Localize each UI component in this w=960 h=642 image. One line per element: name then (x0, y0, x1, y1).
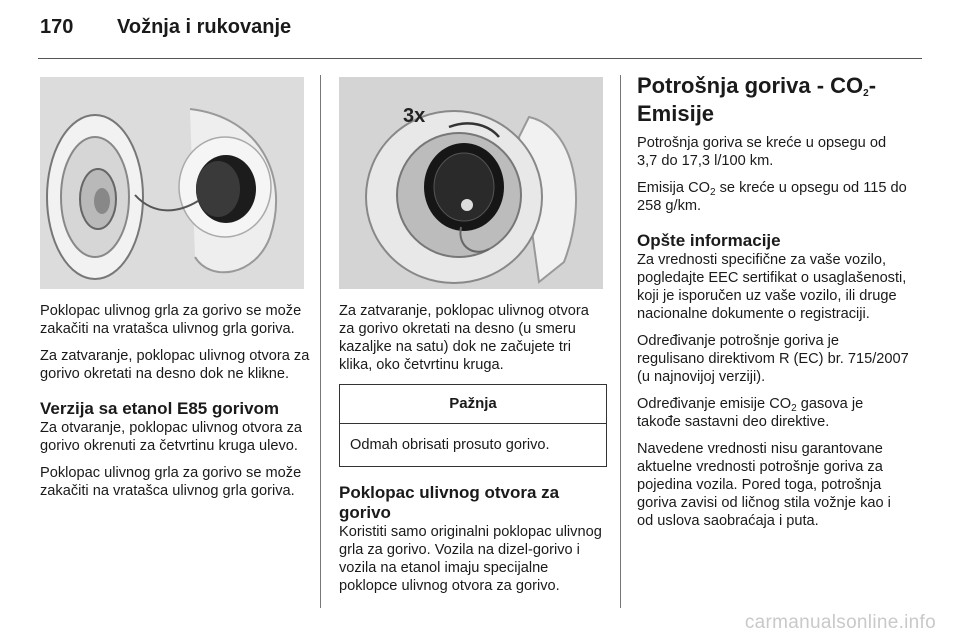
section-title-co2 (637, 72, 909, 128)
section-heading-general-info: Opšte informacije (637, 231, 781, 250)
text-part: Određivanje emisije CO (637, 396, 792, 412)
title-subscript: 2 (863, 88, 869, 99)
column-divider-right (620, 75, 621, 608)
page-number: 170 (40, 16, 74, 38)
text-part: se kreće u opsegu od 115 do 258 g/km. (637, 180, 907, 214)
fuel-cap-photo (40, 77, 304, 289)
paragraph: Poklopac ulivnog grla za gorivo se može zakačiti na vratašca ulivnog grla goriva. (40, 303, 302, 337)
section-heading-fuel-cap: Poklopac ulivnog otvora za gorivo (339, 483, 560, 522)
section-heading-e85: Verzija sa etanol E85 gorivom (40, 399, 280, 418)
watermark: carmanualsonline.info (744, 612, 936, 633)
column-divider-left (320, 75, 321, 608)
paragraph: Određivanje potrošnje goriva je regulisano direktivom R (EC) br. 715/2007 (u najnovijoj verziji). (637, 333, 909, 385)
page-title: Vožnja i rukovanje (117, 16, 292, 38)
title-part: - (868, 73, 877, 98)
right-column (637, 72, 909, 539)
paragraph: Za vrednosti specifične za vaše vozilo, pogledajte EEC sertifikat o usaglašenosti, koji je isporučen uz vaše vozilo, ili druge nacionalne dokumente o registraciji. (637, 252, 907, 322)
caution-box (339, 384, 607, 467)
paragraph: Koristiti samo originalni poklopac ulivnog grla za gorivo. Vozila na dizel-gorivo i vozila na etanol imaju specijalne poklopce ulivnog otvora za gorivo. (339, 524, 602, 594)
paragraph: Navedene vrednosti nisu garantovane aktuelne vrednosti potrošnje goriva za pojedina vozila. Pored toga, potrošnja goriva zavisi od ličnog stila vožnje kao i od uslova saobraćaja i puta. (637, 441, 891, 529)
caution-text: Odmah obrisati prosuto gorivo. (350, 437, 550, 453)
paragraph: Za otvaranje, poklopac ulivnog otvora za gorivo okrenuti za četvrtinu kruga ulevo. (40, 420, 303, 454)
paragraph: Za zatvaranje, poklopac ulivnog otvora za gorivo okretati na desno dok ne klikne. (40, 348, 310, 382)
text-subscript: 2 (791, 403, 797, 414)
paragraph: Poklopac ulivnog grla za gorivo se može zakačiti na vratašca ulivnog grla goriva. (40, 465, 302, 499)
paragraph: Za zatvaranje, poklopac ulivnog otvora za gorivo okretati na desno (u smeru kazaljke na satu) dok ne začujete tri klika, oko četvrtinu kruga. (339, 303, 589, 373)
text-part: Emisija CO (637, 180, 710, 196)
caution-title: Pažnja (340, 385, 606, 424)
left-column (40, 302, 310, 509)
header-rule (38, 58, 922, 59)
paragraph (637, 179, 909, 215)
paragraph (637, 395, 909, 431)
text-subscript: 2 (709, 187, 716, 198)
page-header (40, 16, 920, 52)
title-part: Emisije (637, 101, 715, 126)
title-part: Potrošnja goriva - CO (637, 73, 864, 98)
fuel-cap-closing-photo (339, 77, 603, 289)
text-part: gasova je takođe sastavni deo direktive. (637, 396, 864, 430)
paragraph: Potrošnja goriva se kreće u opsegu od 3,7 do 17,3 l/100 km. (637, 135, 887, 169)
turn-count-label: 3x (403, 105, 426, 127)
middle-column (339, 302, 607, 604)
